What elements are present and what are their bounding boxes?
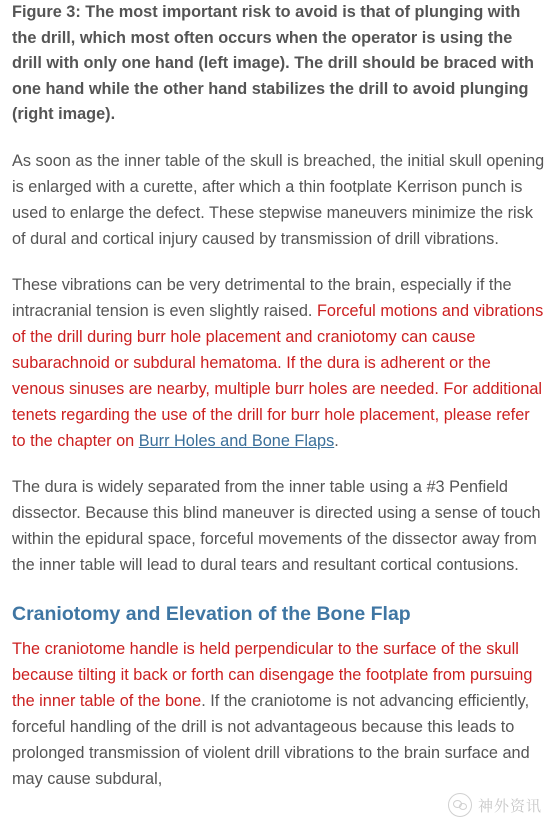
paragraph-vibrations: [12, 272, 546, 454]
paragraph-curette-kerrison: As soon as the inner table of the skull is breached, the initial skull opening is enlarged with a curette, after which a thin footplate Kerrison punch is used to enlarge the defect. These stepwise maneuvers minimize the risk of dural and cortical injury caused by transmission of drill vibrations.: [12, 151, 545, 248]
paragraph-craniotome: [12, 636, 546, 792]
burr-holes-chapter-link[interactable]: Burr Holes and Bone Flaps: [138, 431, 335, 450]
craniotome-warning-text: The craniotome handle is held perpendicular to the surface of the skull because tilting it back or forth can disengage the footplate from pursuing the inner table of the bone: [12, 639, 533, 710]
vibrations-warning-text: Forceful motions and vibrations of the drill during burr hole placement and craniotomy can cause subarachnoid or subdural hematoma. If the dura is adherent or the venous sinuses are nearby, multiple burr holes are needed. For additional tenets regarding the use of the drill for burr hole placement, please refer to the chapter on: [12, 301, 544, 450]
craniotome-rest-text: . If the craniotome is not advancing efficiently, forceful handling of the drill is not advantageous because this leads to prolonged transmission of violent drill vibrations to the brain surface and may cause subdural,: [12, 691, 530, 788]
watermark-text: 神外资讯: [477, 796, 542, 815]
section-heading: Craniotomy and Elevation of the Bone Flap: [12, 602, 411, 625]
wechat-icon: [448, 793, 472, 817]
paragraph-dura-separation: The dura is widely separated from the inner table using a #3 Penfield dissector. Because this blind maneuver is directed using a sense of touch within the epidural space, forceful movements of the dissector away from the inner table will lead to dural tears and resultant cortical contusions.: [12, 477, 541, 574]
wechat-watermark: [448, 793, 542, 817]
vibrations-end-text: .: [334, 431, 339, 450]
vibrations-intro-text: These vibrations can be very detrimental to the brain, especially if the intracranial tension is even slightly raised.: [12, 275, 512, 320]
figure-caption: Figure 3: The most important risk to avoid is that of plunging with the drill, which most often occurs when the operator is using the drill with only one hand (left image). The drill should be braced with one hand while the other hand stabilizes the drill to avoid plunging (right image).: [12, 3, 534, 123]
